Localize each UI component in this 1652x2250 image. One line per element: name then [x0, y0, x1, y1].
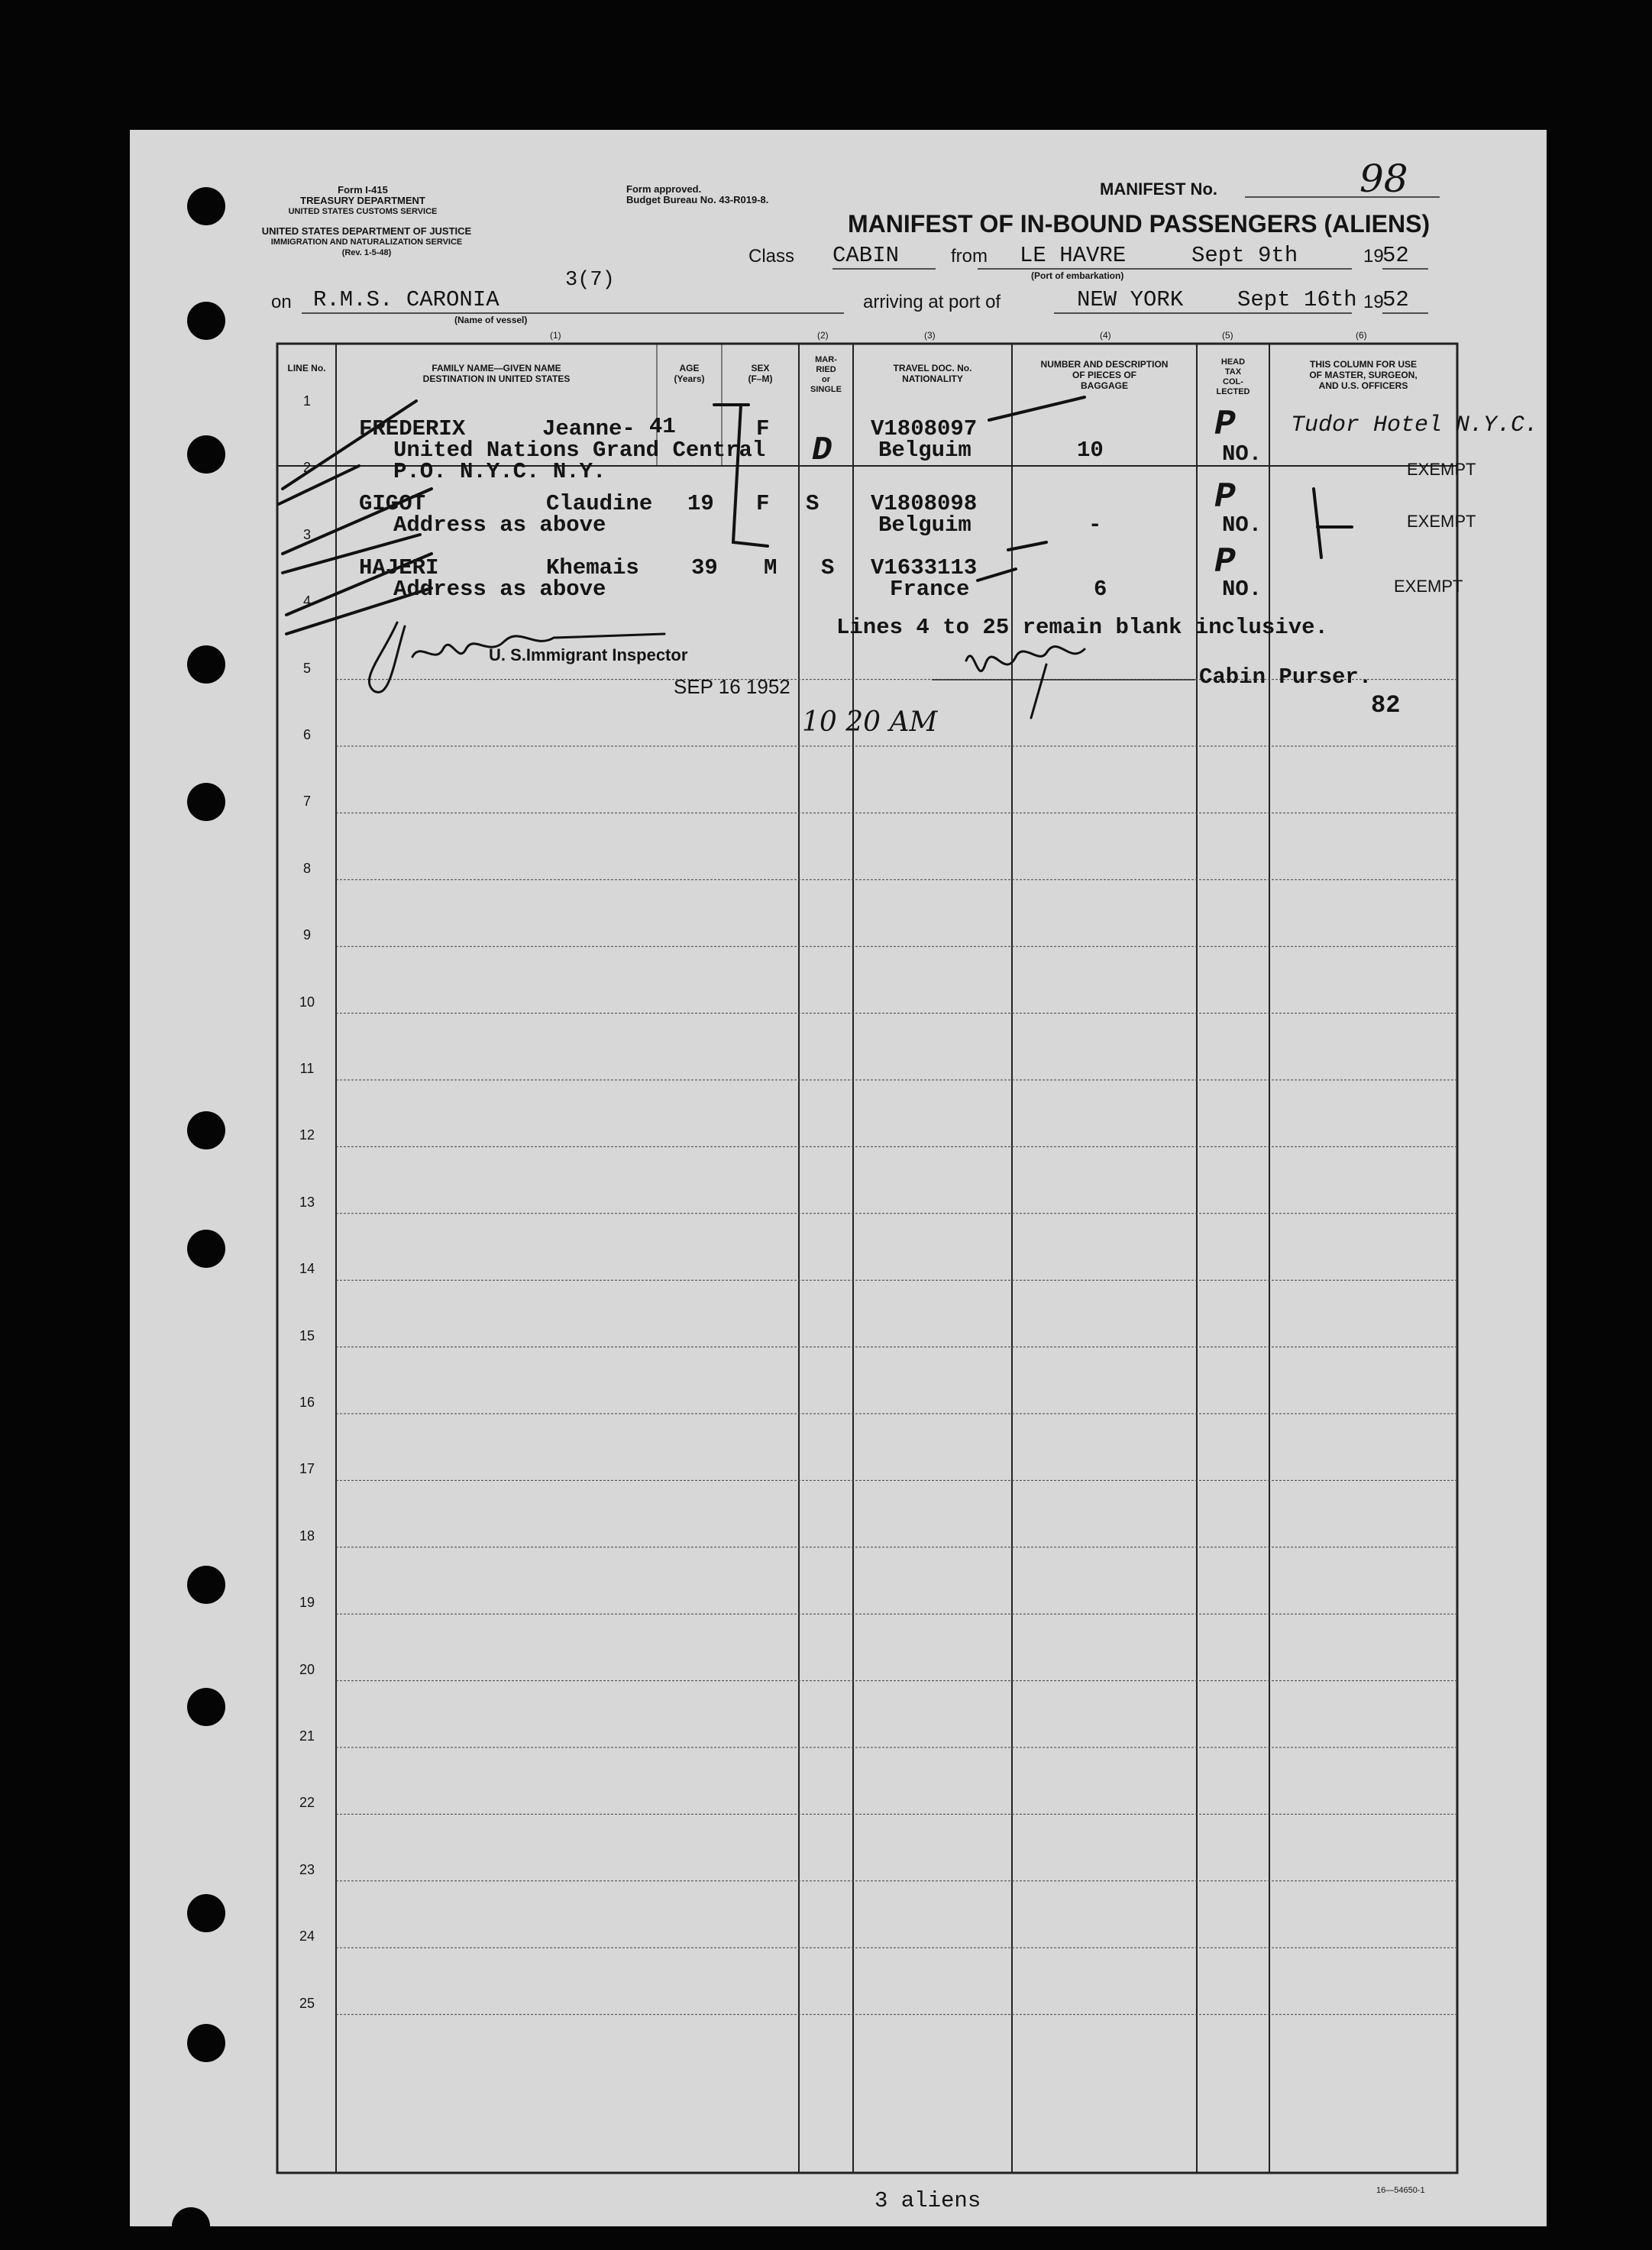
line-number: 8: [302, 860, 311, 876]
treasury-dept: TREASURY DEPARTMENT: [300, 195, 425, 206]
head-tax: NO.: [1222, 512, 1262, 538]
arrival-time: 10 20 AM: [802, 706, 938, 738]
line-number: 1: [302, 393, 311, 409]
line-number: 2: [302, 460, 311, 476]
line-number: 24: [299, 1928, 315, 1945]
exempt-stamp: EXEMPT: [1407, 512, 1476, 531]
col-header-tax: HEAD TAX COL- LECTED: [1216, 357, 1250, 396]
line-number: 25: [299, 1995, 315, 2011]
head-tax: NO.: [1222, 441, 1262, 467]
nationality: France: [890, 577, 970, 602]
baggage-count: -: [1088, 512, 1102, 538]
age: 41: [649, 414, 676, 439]
travel-doc: V1808098: [871, 491, 978, 516]
arrival-date: Sept 16th: [1237, 287, 1357, 312]
line-number: 12: [299, 1127, 315, 1143]
footer-code: 16—54650-1: [1376, 2186, 1425, 2195]
travel-doc: V1808097: [871, 416, 978, 441]
embark-date: Sept 9th: [1191, 243, 1298, 268]
baggage-count: 6: [1094, 577, 1107, 602]
on-label: on: [271, 292, 292, 312]
line-number: 13: [299, 1194, 315, 1210]
embark-year: 52: [1382, 243, 1409, 268]
form-approved: Form approved.: [626, 183, 702, 195]
nationality: Belguim: [878, 438, 971, 463]
nationality: Belguim: [878, 512, 971, 538]
line-number: 21: [299, 1728, 315, 1744]
manifest-number: 98: [1359, 157, 1408, 201]
manifest-grid: [130, 130, 1547, 2226]
line-number: 17: [299, 1461, 315, 1477]
marital-status: S: [821, 555, 835, 580]
arrival-year-prefix: 19: [1363, 292, 1384, 312]
line-number: 7: [302, 794, 311, 810]
col-num-6: (6): [1356, 330, 1367, 341]
destination-line-2: P.O. N.Y.C. N.Y.: [393, 459, 606, 484]
travel-doc: V1633113: [871, 555, 978, 580]
family-name: FREDERIX: [359, 416, 466, 441]
marital-status: D: [812, 432, 832, 470]
exempt-stamp: EXEMPT: [1394, 577, 1463, 596]
embark-year-prefix: 19: [1363, 246, 1384, 267]
tax-mark: P: [1214, 477, 1236, 517]
exempt-stamp: EXEMPT: [1407, 460, 1476, 479]
col-header-officers: THIS COLUMN FOR USE OF MASTER, SURGEON, AND U.S. OFFICERS: [1309, 359, 1418, 391]
col-header-line: LINE No.: [287, 363, 326, 373]
col-header-name: FAMILY NAME—GIVEN NAME DESTINATION IN UNITED STATES: [422, 363, 571, 384]
tax-mark: P: [1214, 542, 1236, 582]
age: 19: [687, 491, 714, 516]
marital-status: S: [806, 491, 820, 516]
manifest-title: MANIFEST OF IN-BOUND PASSENGERS (ALIENS): [848, 210, 1431, 238]
line-number: 6: [302, 727, 311, 742]
tax-mark: P: [1214, 405, 1236, 445]
given-name: Claudine: [546, 491, 653, 516]
budget-bureau: Budget Bureau No. 43-R019-8.: [626, 194, 769, 205]
age: 39: [691, 555, 718, 580]
inspector-label: U. S.Immigrant Inspector: [489, 645, 688, 664]
arriving-label: arriving at port of: [863, 292, 1001, 312]
port-embarkation: LE HAVRE: [1020, 243, 1127, 268]
aliens-total: 3 aliens: [874, 2188, 981, 2213]
line-number: 22: [299, 1795, 315, 1811]
destination: Address as above: [393, 577, 606, 602]
line-number: 3: [302, 526, 311, 542]
sex: M: [764, 555, 778, 580]
arrival-port: NEW YORK: [1077, 287, 1184, 312]
purser-label: Cabin Purser.: [1199, 664, 1372, 690]
revision: (Rev. 1-5-48): [341, 248, 392, 257]
sheet-reference: 3(7): [565, 269, 615, 292]
customs-service: UNITED STATES CUSTOMS SERVICE: [288, 207, 438, 216]
class-value: CABIN: [832, 243, 900, 268]
line-number: 20: [299, 1661, 315, 1677]
vessel-name: R.M.S. CARONIA: [313, 287, 499, 312]
line-number: 11: [299, 1061, 315, 1076]
col-header-age: AGE (Years): [674, 363, 705, 384]
destination: Address as above: [393, 512, 606, 538]
line-number: 10: [299, 994, 315, 1010]
col-num-4: (4): [1100, 330, 1111, 341]
given-name: Khemais: [546, 555, 639, 580]
line-number: 5: [302, 660, 311, 676]
manifest-sheet: [130, 130, 1547, 2226]
port-embarkation-caption: (Port of embarkation): [1031, 270, 1124, 281]
from-label: from: [951, 246, 988, 267]
line-number: 15: [299, 1327, 315, 1343]
date-stamp: SEP 16 1952: [674, 675, 790, 698]
destination: United Nations Grand Central: [393, 438, 766, 463]
line-number: 18: [299, 1527, 315, 1544]
col-header-baggage: NUMBER AND DESCRIPTION OF PIECES OF BAGGAGE: [1040, 359, 1169, 391]
head-tax: NO.: [1222, 577, 1262, 602]
arrival-year: 52: [1382, 287, 1409, 312]
col-header-sex: SEX (F–M): [748, 363, 773, 384]
justice-dept: UNITED STATES DEPARTMENT OF JUSTICE: [261, 225, 472, 237]
col-num-2: (2): [817, 330, 829, 341]
col-num-1: (1): [550, 330, 561, 341]
sex: F: [756, 416, 770, 441]
count-number: 82: [1371, 691, 1401, 719]
officer-note: Tudor Hotel N.Y.C.: [1291, 412, 1539, 438]
family-name: HAJERI: [359, 555, 439, 580]
given-name: Jeanne-: [542, 416, 635, 441]
line-number: 19: [299, 1595, 315, 1611]
blank-lines-note: Lines 4 to 25 remain blank inclusive.: [836, 615, 1328, 640]
class-label: Class: [748, 246, 795, 267]
family-name: GIGOT: [359, 491, 426, 516]
line-number: 4: [302, 593, 311, 609]
sex: F: [756, 491, 770, 516]
baggage-count: 10: [1077, 438, 1104, 463]
form-number: Form I-415: [338, 184, 388, 196]
line-number: 14: [299, 1261, 315, 1277]
col-header-married: MAR- RIED or SINGLE: [810, 355, 842, 394]
line-number: 9: [302, 927, 311, 943]
col-header-travel: TRAVEL DOC. No. NATIONALITY: [893, 363, 972, 384]
col-num-3: (3): [924, 330, 936, 341]
col-num-5: (5): [1222, 330, 1233, 341]
line-number: 16: [299, 1395, 315, 1410]
line-number: 23: [299, 1861, 315, 1877]
vessel-caption: (Name of vessel): [454, 315, 528, 325]
ins: IMMIGRATION AND NATURALIZATION SERVICE: [270, 238, 463, 247]
manifest-no-label: MANIFEST No.: [1100, 179, 1217, 199]
